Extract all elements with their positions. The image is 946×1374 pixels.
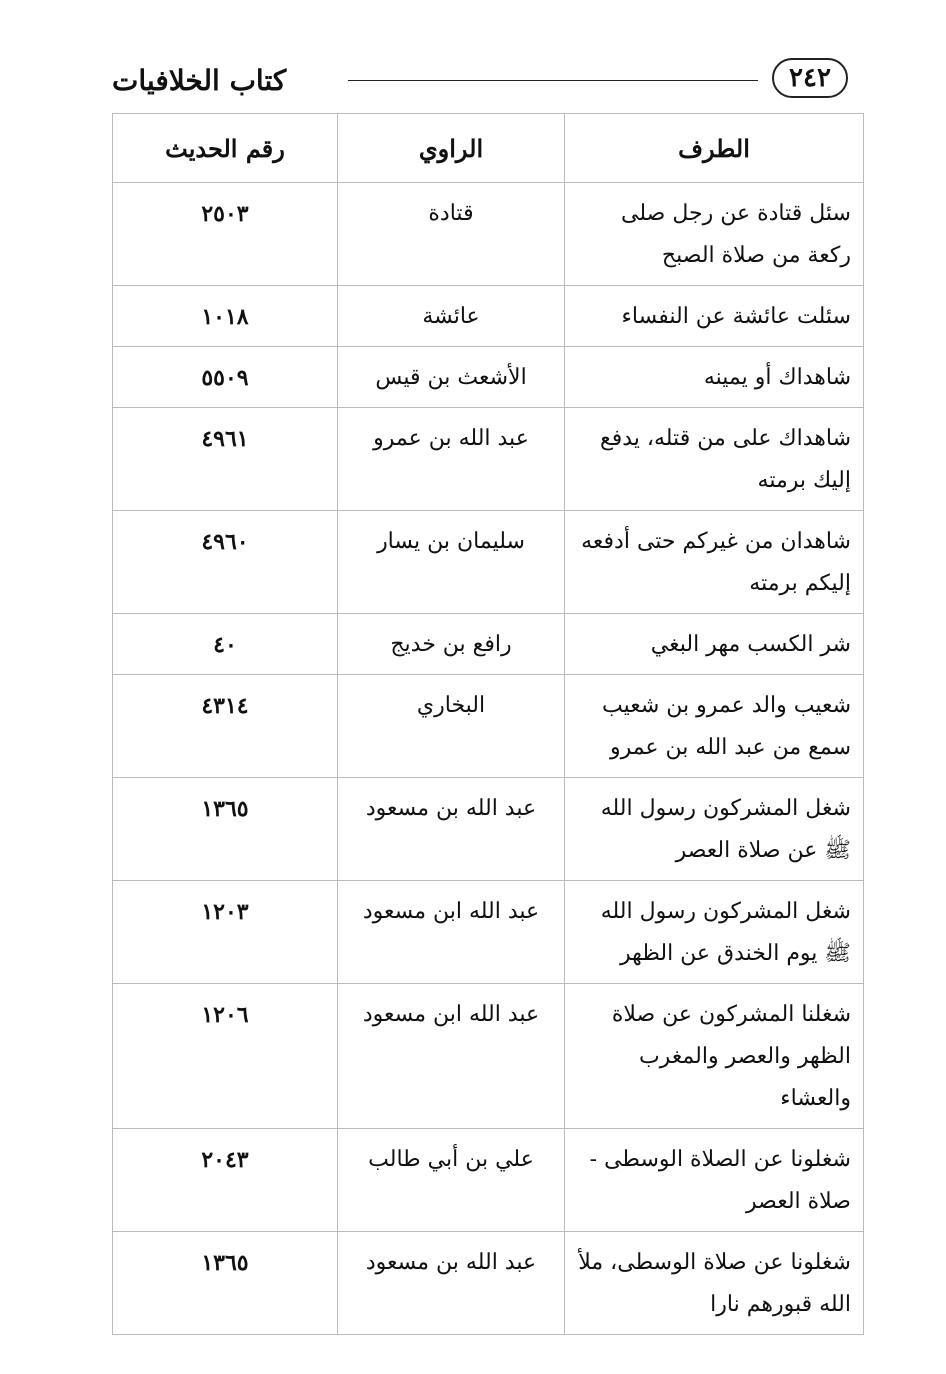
column-header-tarf: الطرف (565, 114, 864, 183)
cell-tarf: شاهداك على من قتله، يدفع إليك برمته (565, 408, 864, 511)
cell-tarf: سئل قتادة عن رجل صلى ركعة من صلاة الصبح (565, 183, 864, 286)
cell-rawi: عائشة (338, 286, 565, 347)
cell-rawi: عبد الله ابن مسعود (338, 881, 565, 984)
table-row (113, 408, 864, 511)
hadith-index-table (112, 113, 864, 1335)
table-row (113, 183, 864, 286)
cell-rawi: البخاري (338, 675, 565, 778)
cell-rawi: الأشعث بن قيس (338, 347, 565, 408)
cell-hadith-number: ١٢٠٦ (113, 984, 338, 1129)
cell-rawi: عبد الله بن مسعود (338, 778, 565, 881)
cell-tarf: شغل المشركون رسول الله ﷺ عن صلاة العصر (565, 778, 864, 881)
cell-hadith-number: ٢٠٤٣ (113, 1129, 338, 1232)
cell-tarf: شغلنا المشركون عن صلاة الظهر والعصر والمغرب والعشاء (565, 984, 864, 1129)
column-header-rawi: الراوي (338, 114, 565, 183)
cell-rawi: عبد الله بن عمرو (338, 408, 565, 511)
header-rule (348, 80, 758, 81)
cell-tarf: شر الكسب مهر البغي (565, 614, 864, 675)
table-row (113, 1129, 864, 1232)
cell-tarf: شاهدان من غيركم حتى أدفعه إليكم برمته (565, 511, 864, 614)
page-header (112, 58, 854, 102)
cell-rawi: عبد الله بن مسعود (338, 1232, 565, 1335)
cell-tarf: شغلونا عن صلاة الوسطى، ملأ الله قبورهم نارا (565, 1232, 864, 1335)
cell-hadith-number: ١٣٦٥ (113, 1232, 338, 1335)
table-header-row (113, 114, 864, 183)
cell-hadith-number: ٤٣١٤ (113, 675, 338, 778)
cell-tarf: شغلونا عن الصلاة الوسطى - صلاة العصر (565, 1129, 864, 1232)
cell-tarf: شاهداك أو يمينه (565, 347, 864, 408)
cell-hadith-number: ١٢٠٣ (113, 881, 338, 984)
table-row (113, 511, 864, 614)
column-header-hadith-number: رقم الحديث (113, 114, 338, 183)
cell-rawi: قتادة (338, 183, 565, 286)
cell-tarf: شعيب والد عمرو بن شعيب سمع من عبد الله بن عمرو (565, 675, 864, 778)
table-row (113, 614, 864, 675)
cell-hadith-number: ٤٩٦٠ (113, 511, 338, 614)
cell-rawi: سليمان بن يسار (338, 511, 565, 614)
cell-hadith-number: ٤٠ (113, 614, 338, 675)
page-number: ٢٤٢ (772, 58, 848, 98)
table-row (113, 984, 864, 1129)
table-row (113, 286, 864, 347)
table-row (113, 347, 864, 408)
cell-hadith-number: ١٠١٨ (113, 286, 338, 347)
cell-hadith-number: ٢٥٠٣ (113, 183, 338, 286)
cell-hadith-number: ٤٩٦١ (113, 408, 338, 511)
cell-tarf: شغل المشركون رسول الله ﷺ يوم الخندق عن الظهر (565, 881, 864, 984)
table-row (113, 675, 864, 778)
table-row (113, 778, 864, 881)
cell-rawi: عبد الله ابن مسعود (338, 984, 565, 1129)
cell-rawi: رافع بن خديج (338, 614, 565, 675)
table-row (113, 1232, 864, 1335)
cell-tarf: سئلت عائشة عن النفساء (565, 286, 864, 347)
cell-rawi: علي بن أبي طالب (338, 1129, 565, 1232)
cell-hadith-number: ١٣٦٥ (113, 778, 338, 881)
cell-hadith-number: ٥٥٠٩ (113, 347, 338, 408)
book-title: كتاب الخلافيات (112, 64, 287, 97)
table-row (113, 881, 864, 984)
